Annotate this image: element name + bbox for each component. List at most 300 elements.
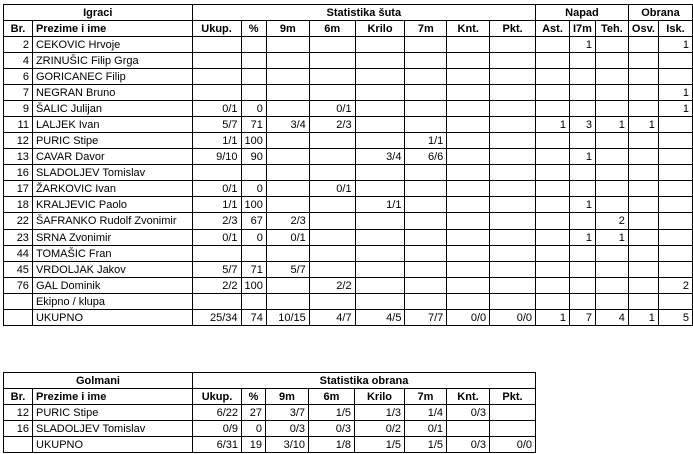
- table-cell: SLADOLJEV Tomislav: [32, 165, 192, 181]
- table-cell: [490, 37, 536, 53]
- table-cell: [309, 69, 355, 85]
- table-cell: 2/2: [309, 278, 355, 294]
- table-cell: [569, 213, 595, 230]
- table-cell: [536, 37, 570, 53]
- table-cell: [266, 197, 309, 213]
- table-cell: [266, 85, 309, 101]
- table-cell: [595, 262, 628, 278]
- table-row: [4, 262, 693, 278]
- column-header-row: [4, 389, 536, 405]
- table-cell: [595, 85, 628, 101]
- table-cell: [595, 101, 628, 117]
- table-cell: [309, 149, 355, 165]
- table-cell: [628, 85, 658, 101]
- table-cell: [405, 197, 447, 213]
- table-cell: [490, 405, 536, 421]
- table-cell: [241, 69, 266, 85]
- table-cell: [628, 37, 658, 53]
- table-cell: [405, 101, 447, 117]
- table-cell: [447, 421, 490, 437]
- table-cell: [241, 37, 266, 53]
- table-cell: 4/5: [355, 310, 405, 326]
- table-cell: 5/7: [192, 117, 241, 133]
- table-cell: [569, 101, 595, 117]
- table-cell: [355, 165, 405, 181]
- table-cell: 9: [4, 101, 33, 117]
- group-header-row: [4, 5, 693, 21]
- table-cell: 0/1: [309, 181, 355, 197]
- table-cell: [595, 165, 628, 181]
- column-header: Ukup.: [193, 389, 242, 405]
- table-cell: [266, 181, 309, 197]
- table-cell: Ekipno / klupa: [32, 294, 192, 310]
- table-row: [4, 37, 693, 53]
- table-cell: [490, 101, 536, 117]
- table-cell: [628, 294, 658, 310]
- table-cell: 71: [241, 117, 266, 133]
- table-cell: [490, 117, 536, 133]
- table-cell: [490, 149, 536, 165]
- table-cell: [447, 165, 490, 181]
- table-cell: [355, 101, 405, 117]
- table-cell: 1: [628, 310, 658, 326]
- table-row: [4, 437, 536, 453]
- table-cell: [595, 181, 628, 197]
- table-cell: 1: [658, 85, 692, 101]
- table-cell: [266, 165, 309, 181]
- table-cell: 0/1: [192, 230, 241, 246]
- table-cell: 2/3: [266, 213, 309, 230]
- table-cell: [447, 262, 490, 278]
- table-cell: 5: [658, 310, 692, 326]
- table-cell: VRDOLJAK Jakov: [32, 262, 192, 278]
- table-cell: 25/34: [192, 310, 241, 326]
- table-cell: [569, 69, 595, 85]
- table-cell: 10/15: [266, 310, 309, 326]
- table-cell: 100: [241, 133, 266, 149]
- table-cell: SRNA Zvonimir: [32, 230, 192, 246]
- table-cell: 0/0: [490, 310, 536, 326]
- table-cell: 0/0: [490, 437, 536, 453]
- table-cell: 7/7: [405, 310, 447, 326]
- table-cell: [536, 181, 570, 197]
- table-cell: [595, 37, 628, 53]
- table-row: [4, 117, 693, 133]
- table-cell: [447, 85, 490, 101]
- table-cell: [536, 262, 570, 278]
- table-cell: [658, 149, 692, 165]
- table-cell: [192, 294, 241, 310]
- table-cell: [628, 213, 658, 230]
- table-cell: [266, 101, 309, 117]
- table-cell: [447, 197, 490, 213]
- table-cell: [658, 230, 692, 246]
- table-cell: [569, 246, 595, 262]
- table-cell: 2: [595, 213, 628, 230]
- table-cell: [447, 149, 490, 165]
- table-cell: [595, 278, 628, 294]
- table-cell: [309, 165, 355, 181]
- table-cell: [405, 37, 447, 53]
- table-cell: [405, 262, 447, 278]
- table-cell: [569, 278, 595, 294]
- table-cell: [490, 278, 536, 294]
- table-cell: [447, 230, 490, 246]
- table-cell: CEKOVIC Hrvoje: [32, 37, 192, 53]
- group-header-attack: Napad: [536, 5, 629, 21]
- table-cell: 2: [658, 278, 692, 294]
- table-cell: 22: [4, 213, 33, 230]
- table-cell: [595, 69, 628, 85]
- table-cell: [241, 85, 266, 101]
- column-header: %: [242, 389, 266, 405]
- table-cell: [447, 246, 490, 262]
- table-row: [4, 53, 693, 69]
- table-cell: 4: [595, 310, 628, 326]
- table-cell: 1/1: [192, 133, 241, 149]
- table-cell: 1: [536, 310, 570, 326]
- table-cell: [309, 262, 355, 278]
- table-row: [4, 230, 693, 246]
- table-row: [4, 213, 693, 230]
- table-cell: [595, 133, 628, 149]
- table-cell: [628, 69, 658, 85]
- column-header: Br.: [4, 21, 33, 37]
- table-cell: 5/7: [192, 262, 241, 278]
- table-cell: [241, 294, 266, 310]
- table-cell: [405, 69, 447, 85]
- table-cell: 45: [4, 262, 33, 278]
- column-header: 9m: [266, 389, 309, 405]
- column-header: Prezime i ime: [33, 389, 193, 405]
- table-cell: [628, 278, 658, 294]
- table-cell: 0/0: [447, 310, 490, 326]
- table-cell: 9/10: [192, 149, 241, 165]
- table-cell: [569, 133, 595, 149]
- column-header: Teh.: [595, 21, 628, 37]
- table-cell: 16: [4, 165, 33, 181]
- table-cell: 44: [4, 246, 33, 262]
- table-cell: PURIC Stipe: [32, 133, 192, 149]
- table-cell: 0/3: [266, 421, 309, 437]
- table-cell: [192, 37, 241, 53]
- table-cell: [355, 230, 405, 246]
- table-cell: [4, 437, 33, 453]
- table-cell: [266, 149, 309, 165]
- table-cell: [447, 101, 490, 117]
- column-header: Osv.: [628, 21, 658, 37]
- table-cell: [355, 181, 405, 197]
- table-row: [4, 149, 693, 165]
- table-cell: [309, 133, 355, 149]
- table-cell: 0/3: [309, 421, 355, 437]
- table-cell: 100: [241, 278, 266, 294]
- table-cell: [447, 117, 490, 133]
- table-cell: [309, 37, 355, 53]
- column-header: Pkt.: [490, 21, 536, 37]
- table-cell: [536, 246, 570, 262]
- table-cell: 7: [569, 310, 595, 326]
- table-cell: 1: [569, 197, 595, 213]
- table-cell: 2/3: [309, 117, 355, 133]
- column-header: I7m: [569, 21, 595, 37]
- table-cell: [309, 246, 355, 262]
- column-header: 9m: [266, 21, 309, 37]
- table-cell: [266, 69, 309, 85]
- table-cell: TOMAŠIC Fran: [32, 246, 192, 262]
- table-cell: [309, 294, 355, 310]
- table-cell: [490, 133, 536, 149]
- table-cell: 3: [569, 117, 595, 133]
- table-cell: [628, 133, 658, 149]
- table-row: [4, 181, 693, 197]
- table-cell: [595, 294, 628, 310]
- table-cell: 1/8: [309, 437, 355, 453]
- table-cell: 1: [595, 117, 628, 133]
- group-header-saves: Statistika obrana: [193, 373, 536, 389]
- table-cell: [355, 117, 405, 133]
- table-cell: [658, 262, 692, 278]
- table-cell: [536, 213, 570, 230]
- table-cell: 71: [241, 262, 266, 278]
- table-cell: [192, 69, 241, 85]
- table-cell: 12: [4, 405, 33, 421]
- table-cell: [536, 101, 570, 117]
- table-cell: 0/3: [447, 437, 490, 453]
- table-cell: [447, 213, 490, 230]
- table-cell: 0: [242, 421, 266, 437]
- table-cell: 0: [241, 181, 266, 197]
- table-cell: [569, 262, 595, 278]
- table-cell: [628, 246, 658, 262]
- group-header-shots: Statistika šuta: [192, 5, 535, 21]
- table-cell: [405, 294, 447, 310]
- table-cell: NEGRAN Bruno: [32, 85, 192, 101]
- table-cell: [658, 213, 692, 230]
- player-statistics-table: [3, 4, 693, 326]
- table-cell: 1: [569, 149, 595, 165]
- table-cell: 3/4: [355, 149, 405, 165]
- table-cell: [490, 213, 536, 230]
- table-cell: [536, 197, 570, 213]
- table-row: [4, 197, 693, 213]
- table-cell: CAVAR Davor: [32, 149, 192, 165]
- table-cell: [355, 246, 405, 262]
- group-header-goalkeepers: Golmani: [4, 373, 193, 389]
- group-header-defence: Obrana: [628, 5, 692, 21]
- table-cell: [355, 294, 405, 310]
- table-cell: [241, 246, 266, 262]
- table-cell: [266, 278, 309, 294]
- table-cell: 17: [4, 181, 33, 197]
- table-cell: 1/5: [309, 405, 355, 421]
- table-cell: 13: [4, 149, 33, 165]
- table-cell: KRALJEVIC Paolo: [32, 197, 192, 213]
- table-cell: [628, 165, 658, 181]
- table-cell: [536, 53, 570, 69]
- table-cell: [569, 53, 595, 69]
- table-cell: 11: [4, 117, 33, 133]
- table-cell: 3/7: [266, 405, 309, 421]
- table-cell: [658, 246, 692, 262]
- table-cell: ŠAFRANKO Rudolf Zvonimir: [32, 213, 192, 230]
- column-header: Knt.: [447, 21, 490, 37]
- group-header-row: [4, 373, 536, 389]
- column-header: 6m: [309, 389, 355, 405]
- table-cell: 0/9: [193, 421, 242, 437]
- table-cell: [447, 53, 490, 69]
- table-cell: 1/1: [405, 133, 447, 149]
- table-cell: [536, 165, 570, 181]
- table-cell: 6/6: [405, 149, 447, 165]
- table-cell: PURIC Stipe: [33, 405, 193, 421]
- column-header: Br.: [4, 389, 33, 405]
- table-row: [4, 405, 536, 421]
- table-cell: [595, 197, 628, 213]
- table-cell: [569, 294, 595, 310]
- goalkeeper-statistics-table: [3, 372, 536, 453]
- table-cell: [595, 53, 628, 69]
- table-cell: [309, 213, 355, 230]
- table-cell: 0/1: [266, 230, 309, 246]
- table-cell: 19: [242, 437, 266, 453]
- table-cell: [595, 149, 628, 165]
- table-cell: 1/3: [355, 405, 405, 421]
- table-cell: 0/1: [192, 101, 241, 117]
- table-cell: [355, 213, 405, 230]
- table-cell: [405, 181, 447, 197]
- table-cell: 1: [595, 230, 628, 246]
- table-cell: LALJEK Ivan: [32, 117, 192, 133]
- table-cell: [536, 278, 570, 294]
- table-cell: 0/1: [405, 421, 447, 437]
- table-cell: [490, 53, 536, 69]
- table-cell: [355, 278, 405, 294]
- table-cell: 76: [4, 278, 33, 294]
- table-cell: [405, 165, 447, 181]
- table-cell: 6: [4, 69, 33, 85]
- table-cell: [266, 133, 309, 149]
- table-cell: ŽARKOVIC Ivan: [32, 181, 192, 197]
- table-cell: [309, 197, 355, 213]
- table-cell: ZRINUŠIC Filip Grga: [32, 53, 192, 69]
- table-cell: [658, 165, 692, 181]
- table-cell: GAL Dominik: [32, 278, 192, 294]
- table-row: [4, 294, 693, 310]
- table-cell: [405, 213, 447, 230]
- table-cell: [355, 85, 405, 101]
- column-header: Krilo: [355, 21, 405, 37]
- table-cell: [569, 85, 595, 101]
- table-cell: 6/31: [193, 437, 242, 453]
- table-cell: [4, 310, 33, 326]
- column-header: Pkt.: [490, 389, 536, 405]
- column-header: 7m: [405, 389, 447, 405]
- table-cell: [447, 278, 490, 294]
- table-cell: UKUPNO: [33, 437, 193, 453]
- column-header: Ast.: [536, 21, 570, 37]
- table-cell: 2/2: [192, 278, 241, 294]
- table-row: [4, 101, 693, 117]
- table-cell: [192, 53, 241, 69]
- table-row: [4, 165, 693, 181]
- table-cell: [447, 133, 490, 149]
- table-cell: [490, 294, 536, 310]
- table-cell: 1: [569, 230, 595, 246]
- table-cell: [405, 230, 447, 246]
- table-cell: 6/22: [193, 405, 242, 421]
- table-cell: 7: [4, 85, 33, 101]
- table-cell: 12: [4, 133, 33, 149]
- table-row: [4, 246, 693, 262]
- table-cell: 18: [4, 197, 33, 213]
- table-cell: [309, 85, 355, 101]
- table-cell: [447, 294, 490, 310]
- table-cell: 1/4: [405, 405, 447, 421]
- column-header: Prezime i ime: [32, 21, 192, 37]
- table-cell: 0/2: [355, 421, 405, 437]
- table-cell: 1: [658, 37, 692, 53]
- table-cell: [405, 246, 447, 262]
- column-header: 6m: [309, 21, 355, 37]
- table-cell: [536, 133, 570, 149]
- table-cell: [266, 53, 309, 69]
- column-header: %: [241, 21, 266, 37]
- table-cell: 0/3: [447, 405, 490, 421]
- table-cell: [241, 165, 266, 181]
- table-cell: [658, 117, 692, 133]
- table-cell: 3/10: [266, 437, 309, 453]
- table-cell: [490, 421, 536, 437]
- table-cell: [490, 165, 536, 181]
- table-cell: [266, 246, 309, 262]
- table-cell: [569, 181, 595, 197]
- table-row: [4, 278, 693, 294]
- table-cell: [447, 69, 490, 85]
- table-cell: 0: [241, 230, 266, 246]
- table-cell: 0/1: [309, 101, 355, 117]
- table-cell: [628, 181, 658, 197]
- table-row: [4, 69, 693, 85]
- table-cell: 1/5: [405, 437, 447, 453]
- table-cell: [355, 133, 405, 149]
- table-cell: 23: [4, 230, 33, 246]
- table-cell: [536, 149, 570, 165]
- table-row: [4, 421, 536, 437]
- table-cell: 1/1: [355, 197, 405, 213]
- table-cell: [355, 262, 405, 278]
- table-cell: 4: [4, 53, 33, 69]
- table-cell: SLADOLJEV Tomislav: [33, 421, 193, 437]
- table-cell: [192, 246, 241, 262]
- table-cell: 100: [241, 197, 266, 213]
- table-cell: [490, 262, 536, 278]
- table-cell: [628, 101, 658, 117]
- table-cell: 90: [241, 149, 266, 165]
- table-cell: [490, 230, 536, 246]
- table-cell: [536, 230, 570, 246]
- table-cell: 74: [241, 310, 266, 326]
- column-header: 7m: [405, 21, 447, 37]
- table-cell: [490, 246, 536, 262]
- column-header: Isk.: [658, 21, 692, 37]
- table-cell: [309, 53, 355, 69]
- table-cell: 1: [628, 117, 658, 133]
- column-header: Ukup.: [192, 21, 241, 37]
- column-header: Knt.: [447, 389, 490, 405]
- table-cell: [405, 117, 447, 133]
- table-cell: 16: [4, 421, 33, 437]
